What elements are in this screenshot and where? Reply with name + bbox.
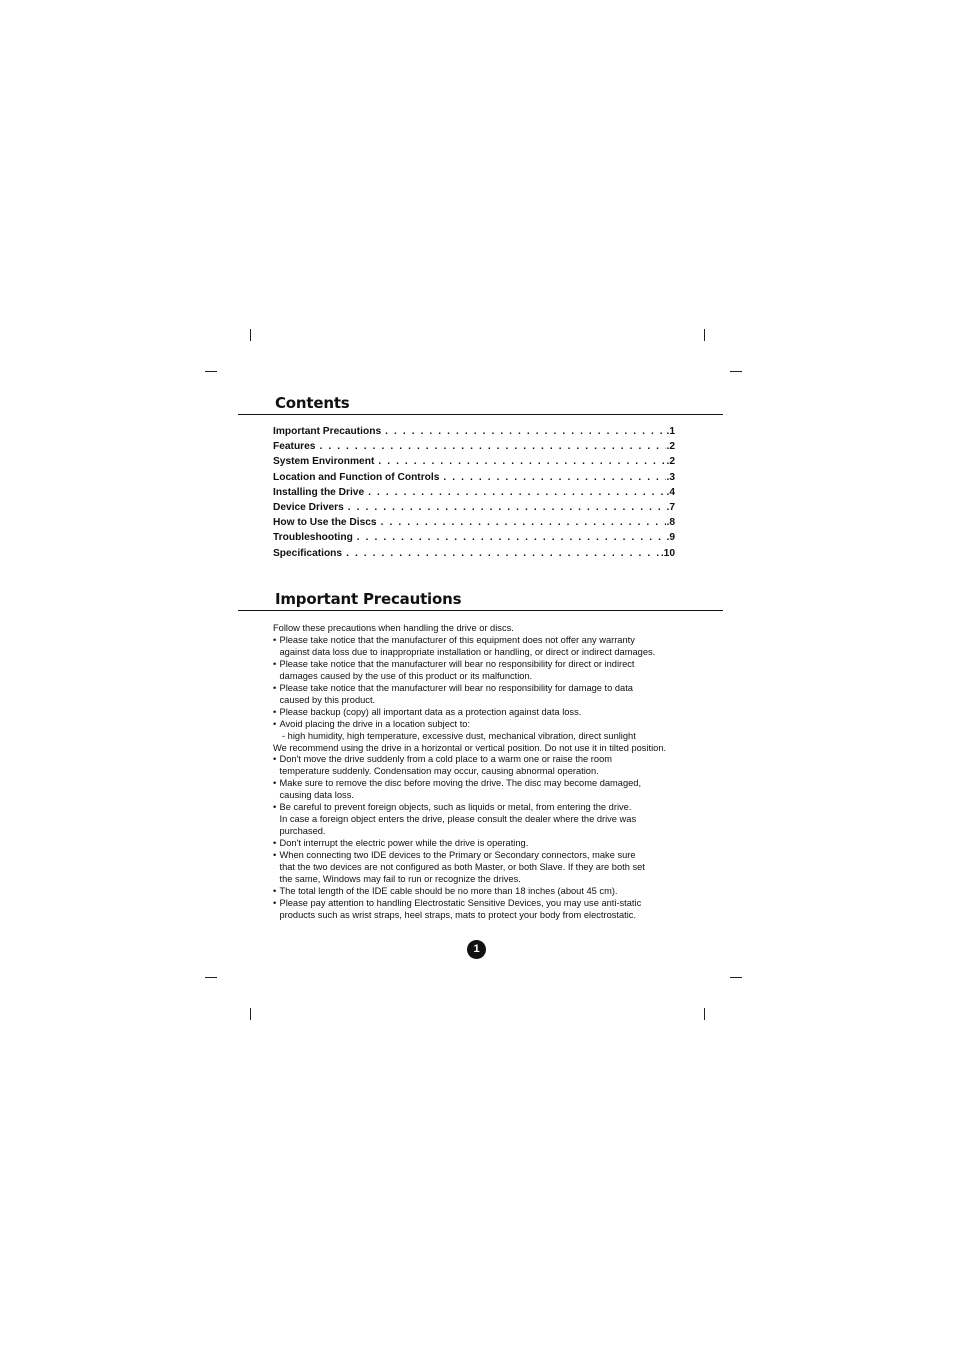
precautions-list-a xyxy=(273,635,693,731)
precautions-header xyxy=(238,576,723,611)
precaution-item xyxy=(273,802,693,838)
toc-entry[interactable] xyxy=(273,456,675,471)
toc-dot-leader xyxy=(385,426,665,437)
toc-dot-leader xyxy=(348,502,666,513)
toc-dot-leader xyxy=(346,548,660,559)
toc-dot-leader xyxy=(443,472,665,483)
precaution-line: that the two devices are not configured as both Master, or both Slave. If they are both set xyxy=(279,862,645,873)
precaution-line: temperature suddenly. Condensation may occur, causing abnormal operation. xyxy=(279,766,599,777)
precaution-line: Please backup (copy) all important data as a protection against data loss. xyxy=(279,706,582,717)
precaution-item xyxy=(273,886,693,898)
toc-entry[interactable] xyxy=(273,487,675,502)
precaution-line: Please pay attention to handling Electrostatic Sensitive Devices, you may use anti-static xyxy=(279,897,642,908)
toc-entry-page: .1 xyxy=(666,426,675,437)
precaution-item xyxy=(273,707,693,719)
toc-entry-label: Device Drivers xyxy=(273,501,344,513)
bullet-icon: • xyxy=(273,897,277,908)
crop-mark-bottom-right-vertical xyxy=(704,1008,705,1020)
toc-entry-page: .4 xyxy=(666,486,675,498)
bullet-icon: • xyxy=(273,850,277,861)
bullet-icon: • xyxy=(273,778,277,789)
page-number-badge: 1 xyxy=(467,940,486,959)
precaution-line: Make sure to remove the disc before moving the drive. The disc may become damaged, xyxy=(279,778,642,789)
precaution-item xyxy=(273,659,693,683)
precaution-line: causing data loss. xyxy=(279,790,354,801)
crop-mark-top-right-vertical xyxy=(704,329,705,341)
crop-mark-top-right-horizontal xyxy=(730,371,742,372)
toc-entry[interactable] xyxy=(273,532,675,547)
toc-entry[interactable] xyxy=(273,472,675,487)
precaution-line: The total length of the IDE cable should be no more than 18 inches (about 45 cm). xyxy=(279,885,618,896)
precaution-item xyxy=(273,719,693,731)
toc-entry[interactable] xyxy=(273,441,675,456)
toc-entry-page: .2 xyxy=(666,456,675,468)
precaution-line: against data loss due to inappropriate installation or handling, or direct or indirect damages. xyxy=(279,646,656,657)
toc-entry-label: Installing the Drive xyxy=(273,486,365,498)
toc-entry-label: Specifications xyxy=(273,547,343,559)
precaution-item xyxy=(273,838,693,850)
precaution-line: When connecting two IDE devices to the Primary or Secondary connectors, make sure xyxy=(279,850,636,861)
bullet-icon: • xyxy=(273,682,277,693)
contents-header xyxy=(238,380,723,415)
toc-entry-label: Important Precautions xyxy=(273,426,382,437)
precaution-line: the same, Windows may fail to run or recognize the drives. xyxy=(279,874,521,885)
toc-entry-page: .7 xyxy=(666,501,675,513)
table-of-contents xyxy=(273,426,675,563)
precaution-item xyxy=(273,754,693,778)
toc-entry[interactable] xyxy=(273,548,675,563)
toc-entry-label: System Environment xyxy=(273,456,375,468)
precaution-line: Don't interrupt the electric power while the drive is operating. xyxy=(279,838,529,849)
precaution-line: In case a foreign object enters the drive, please consult the dealer where the drive was xyxy=(279,814,637,825)
precaution-line: Please take notice that the manufacturer will bear no responsibility for damage to data xyxy=(279,682,633,693)
bullet-icon: • xyxy=(273,718,277,729)
precautions-list-b xyxy=(273,754,693,921)
crop-mark-top-left-vertical xyxy=(250,329,251,341)
precaution-item xyxy=(273,778,693,802)
precaution-line: products such as wrist straps, heel straps, mats to protect your body from electrostatic. xyxy=(279,909,637,920)
precaution-line: damages caused by the use of this product or its malfunction. xyxy=(279,670,533,681)
precautions-intro: Follow these precautions when handling the drive or discs. xyxy=(273,623,514,633)
precaution-item xyxy=(273,898,693,922)
precaution-item xyxy=(273,850,693,886)
toc-entry[interactable] xyxy=(273,426,675,441)
crop-mark-top-left-horizontal xyxy=(205,371,217,372)
precautions-title: Important Precautions xyxy=(275,590,462,608)
contents-title: Contents xyxy=(275,394,350,412)
toc-entry[interactable] xyxy=(273,502,675,517)
toc-entry-page: .2 xyxy=(666,441,675,453)
toc-dot-leader xyxy=(381,517,666,528)
toc-entry-page: .8 xyxy=(666,517,675,529)
environment-conditions: - high humidity, high temperature, excessive dust, mechanical vibration, direct sunlight xyxy=(282,730,636,741)
toc-entry-label: How to Use the Discs xyxy=(273,517,377,529)
bullet-icon: • xyxy=(273,885,277,896)
precautions-body xyxy=(273,623,693,922)
crop-mark-bottom-right-horizontal xyxy=(730,977,742,978)
precaution-item xyxy=(273,683,693,707)
bullet-icon: • xyxy=(273,802,277,813)
toc-dot-leader xyxy=(368,487,665,498)
toc-entry-label: Features xyxy=(273,441,316,453)
precaution-line: Be careful to prevent foreign objects, such as liquids or metal, from entering the drive. xyxy=(279,802,632,813)
bullet-icon: • xyxy=(273,706,277,717)
bullet-icon: • xyxy=(273,754,277,765)
precaution-line: Don't move the drive suddenly from a cold place to a warm one or raise the room xyxy=(279,754,612,765)
precaution-line: Please take notice that the manufacturer of this equipment does not offer any warranty xyxy=(279,634,635,645)
toc-entry-label: Location and Function of Controls xyxy=(273,471,440,483)
toc-entry-page: .9 xyxy=(666,532,675,544)
bullet-icon: • xyxy=(273,838,277,849)
precaution-line: Avoid placing the drive in a location subject to: xyxy=(279,718,471,729)
precaution-line: purchased. xyxy=(279,826,326,837)
crop-mark-bottom-left-horizontal xyxy=(205,977,217,978)
toc-dot-leader xyxy=(357,532,666,543)
toc-entry-page: .3 xyxy=(666,471,675,483)
crop-mark-bottom-left-vertical xyxy=(250,1008,251,1020)
precaution-line: Please take notice that the manufacturer will bear no responsibility for direct or indirect xyxy=(279,658,635,669)
bullet-icon: • xyxy=(273,634,277,645)
bullet-icon: • xyxy=(273,658,277,669)
precaution-item xyxy=(273,635,693,659)
toc-entry[interactable] xyxy=(273,517,675,532)
toc-dot-leader xyxy=(378,456,665,467)
toc-entry-label: Troubleshooting xyxy=(273,532,353,544)
toc-entry-page: .10 xyxy=(660,547,675,559)
precaution-line: caused by this product. xyxy=(279,694,376,705)
position-note: We recommend using the drive in a horizontal or vertical position. Do not use it in tilted position. xyxy=(273,742,667,753)
toc-dot-leader xyxy=(319,441,665,452)
